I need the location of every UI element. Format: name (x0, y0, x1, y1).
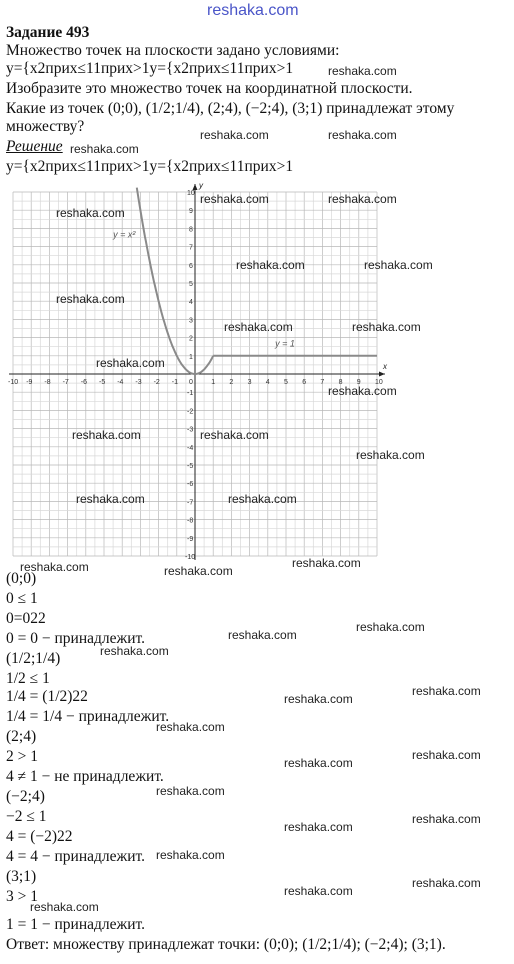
site-watermark: reshaka.com (56, 292, 125, 306)
annotation-parabola: y = x² (113, 229, 136, 240)
site-watermark: reshaka.com (156, 848, 225, 862)
check-line: 0 = 0 − принадлежит. (6, 630, 145, 647)
x-tick-label: -4 (117, 379, 124, 386)
site-watermark: reshaka.com (224, 320, 293, 334)
y-tick-label: -6 (187, 481, 194, 489)
y-axis-label: y (199, 181, 203, 190)
site-watermark: reshaka.com (56, 206, 125, 220)
site-watermark: reshaka.com (284, 756, 353, 770)
x-axis-arrow (379, 372, 385, 377)
site-watermark: reshaka.com (356, 620, 425, 634)
check-line: 1/4 = (1/2)22 (6, 688, 88, 705)
check-line: −2 ≤ 1 (6, 808, 47, 825)
y-tick-label: -5 (187, 463, 194, 470)
site-watermark: reshaka.com (200, 192, 269, 206)
y-tick-label: -7 (187, 499, 194, 507)
site-watermark: reshaka.com (30, 900, 99, 914)
y-tick-label: 5 (189, 281, 193, 288)
site-watermark: reshaka.com (328, 128, 397, 142)
site-watermark: reshaka.com (156, 784, 225, 798)
check-line: (2;4) (6, 728, 37, 745)
site-watermark: reshaka.com (200, 128, 269, 142)
solution-label: Решение (6, 138, 63, 155)
x-tick-label: 4 (265, 379, 270, 386)
y-tick-label: 10 (187, 190, 195, 197)
y-tick-label: -3 (187, 426, 194, 434)
x-tick-label: 1 (211, 379, 216, 386)
x-tick-label: -6 (80, 379, 88, 386)
check-line: 3 > 1 (6, 888, 38, 905)
check-line: (3;1) (6, 868, 37, 885)
x-tick-label: 10 (375, 379, 383, 386)
check-line: 4 = 4 − принадлежит. (6, 848, 145, 865)
y-tick-label: -9 (187, 535, 194, 543)
y-tick-label: -1 (187, 390, 194, 398)
intro-line-2: y={x2прих≤11прих>1y={x2прих≤11прих>1 (6, 60, 294, 77)
site-watermark: reshaka.com (72, 428, 141, 442)
check-line: (−2;4) (6, 788, 45, 805)
x-tick-label: -3 (135, 379, 142, 386)
check-line: (1/2;1/4) (6, 650, 61, 667)
x-axis-label: x (383, 362, 387, 371)
site-watermark: reshaka.com (236, 258, 305, 272)
check-line: 1 = 1 − принадлежит. (6, 916, 145, 933)
x-tick-label: -10 (8, 379, 19, 386)
x-tick-label: 0 (189, 379, 193, 386)
answer-line: Ответ: множеству принадлежат точки: (0;0); (1/2;1/4); (−2;4); (3;1). (6, 936, 446, 953)
site-watermark: reshaka.com (292, 556, 361, 570)
site-watermark: reshaka.com (20, 560, 89, 574)
x-tick-label: -1 (171, 379, 179, 386)
x-tick-label: -5 (99, 379, 106, 386)
check-line: 1/4 = 1/4 − принадлежит. (6, 708, 170, 725)
y-tick-label: -10 (185, 554, 196, 561)
site-watermark: reshaka.com (284, 820, 353, 834)
site-watermark: reshaka.com (164, 564, 233, 578)
x-tick-label: -8 (44, 379, 51, 386)
site-watermark: reshaka.com (156, 720, 225, 734)
site-watermark: reshaka.com (228, 492, 297, 506)
y-tick-label: 1 (189, 353, 193, 361)
x-tick-label: -7 (62, 379, 69, 386)
y-tick-label: -2 (187, 408, 194, 416)
site-watermark: reshaka.com (412, 684, 481, 698)
x-tick-label: 6 (302, 379, 307, 386)
intro-line-5: множеству? (6, 118, 85, 135)
x-tick-label: -2 (153, 379, 160, 386)
site-watermark: reshaka.com (328, 192, 397, 206)
check-line: (0;0) (6, 570, 37, 587)
y-tick-label: 3 (189, 317, 193, 325)
site-watermark: reshaka.com (200, 428, 269, 442)
site-watermark: reshaka.com (328, 384, 397, 398)
x-tick-label: 2 (229, 379, 234, 386)
site-watermark-top[interactable]: reshaka.com (207, 2, 299, 19)
site-watermark: reshaka.com (412, 812, 481, 826)
site-watermark: reshaka.com (76, 492, 145, 506)
y-tick-label: 7 (189, 244, 193, 252)
site-watermark: reshaka.com (284, 884, 353, 898)
coordinate-plane-chart (0, 178, 400, 568)
x-tick-label: 9 (356, 379, 361, 386)
check-line: 2 > 1 (6, 748, 38, 765)
site-watermark: reshaka.com (356, 448, 425, 462)
y-tick-label: 9 (189, 208, 193, 216)
intro-line-4: Какие из точек (0;0), (1/2;1/4), (2;4), (−2;4), (3;1) принадлежат этому (6, 100, 455, 117)
site-watermark: reshaka.com (228, 628, 297, 642)
site-watermark: reshaka.com (352, 320, 421, 334)
check-line: 4 = (−2)22 (6, 828, 73, 845)
x-tick-label: -9 (26, 379, 33, 386)
x-tick-label: 5 (284, 379, 288, 386)
site-watermark: reshaka.com (96, 356, 165, 370)
y-tick-label: -4 (187, 444, 194, 452)
x-tick-label: 3 (247, 379, 252, 386)
intro-line-3: Изобразите это множество точек на координатной плоскости. (6, 80, 413, 97)
check-line: 4 ≠ 1 − не принадлежит. (6, 768, 164, 785)
check-line: 0=022 (6, 610, 46, 627)
solution-formula: y={x2прих≤11прих>1y={x2прих≤11прих>1 (6, 158, 294, 175)
site-watermark: reshaka.com (284, 692, 353, 706)
site-watermark: reshaka.com (412, 748, 481, 762)
y-tick-label: 6 (189, 262, 193, 270)
task-title: Задание 493 (6, 24, 90, 41)
y-tick-label: 8 (189, 226, 193, 234)
annotation-line: y = 1 (275, 338, 295, 349)
site-watermark: reshaka.com (100, 644, 169, 658)
site-watermark: reshaka.com (364, 258, 433, 272)
y-tick-label: 2 (189, 335, 193, 343)
series-parabola (137, 188, 213, 374)
y-tick-label: 4 (189, 299, 193, 307)
x-tick-label: 8 (338, 379, 343, 386)
check-line: 0 ≤ 1 (6, 590, 38, 607)
site-watermark: reshaka.com (328, 64, 397, 78)
check-line: 1/2 ≤ 1 (6, 670, 50, 687)
y-tick-label: -8 (187, 517, 194, 525)
intro-line-1: Множество точек на плоскости задано условиями: (6, 42, 340, 59)
x-tick-label: 7 (320, 379, 325, 386)
site-watermark: reshaka.com (70, 142, 139, 156)
site-watermark: reshaka.com (412, 876, 481, 890)
